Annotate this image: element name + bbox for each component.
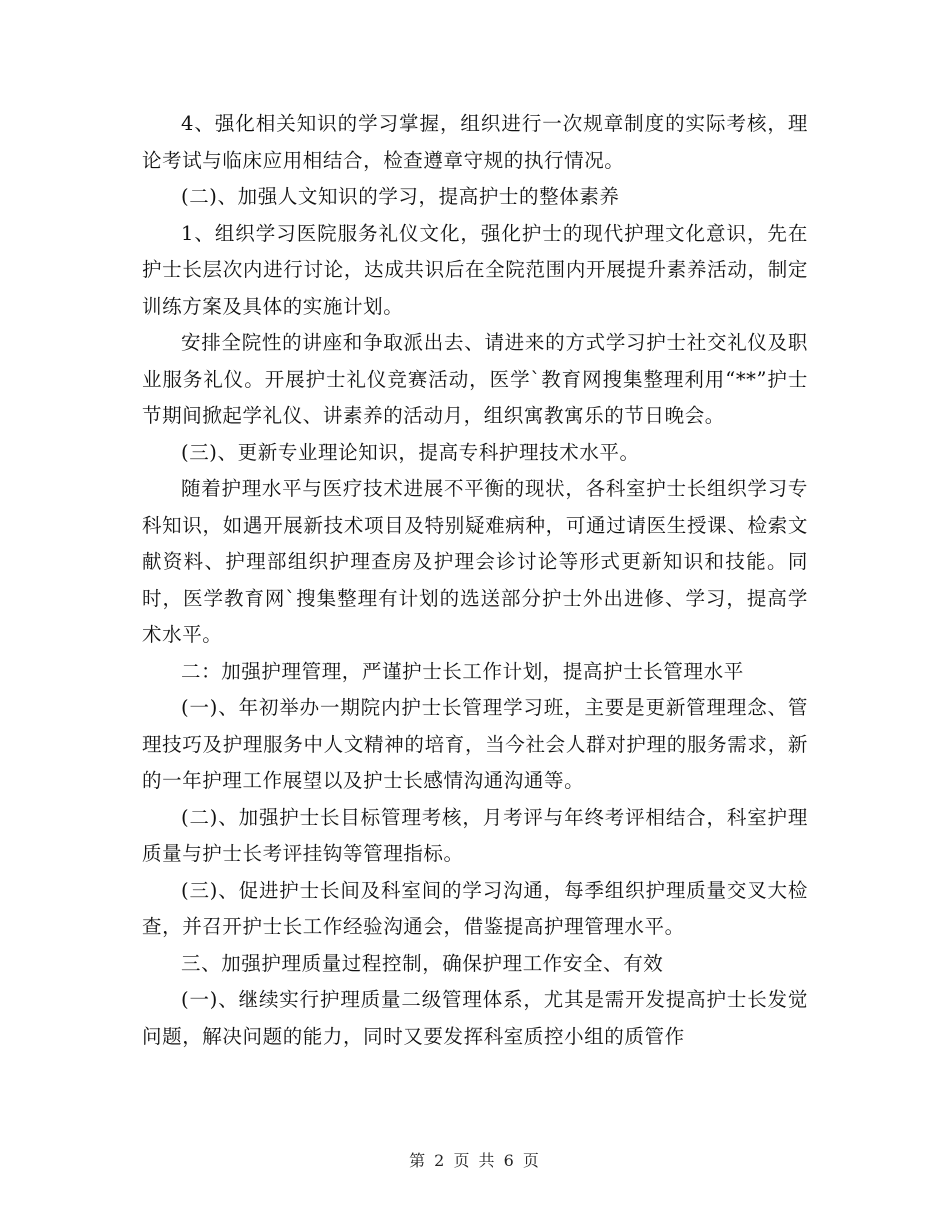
- paragraph-6: 随着护理水平与医疗技术进展不平衡的现状，各科室护士长组织学习专科知识，如遇开展新技术项目及特别疑难病种，可通过请医生授课、检索文献资料、护理部组织护理查房及护理会诊讨论等形式更新知识和技能。同时，医学教育网`搜集整理有计划的选送部分护士外出进修、学习，提高学术水平。: [142, 477, 808, 646]
- paragraph-10: (三)、促进护士长间及科室间的学习沟通，每季组织护理质量交叉大检查，并召开护士长工作经验沟通会，借鉴提高护理管理水平。: [142, 878, 808, 938]
- paragraph-12: (一)、继续实行护理质量二级管理体系，尤其是需开发提高护士长发觉问题，解决问题的能力，同时又要发挥科室质控小组的质管作: [142, 988, 808, 1048]
- paragraph-4: 安排全院性的讲座和争取派出去、请进来的方式学习护士社交礼仪及职业服务礼仪。开展护士礼仪竞赛活动，医学`教育网搜集整理利用“**”护士节期间掀起学礼仪、讲素养的活动月，组织寓教寓乐的节日晚会。: [142, 331, 808, 427]
- paragraph-5: (三)、更新专业理论知识，提高专科护理技术水平。: [181, 440, 640, 464]
- paragraph-2: (二)、加强人文知识的学习，提高护士的整体素养: [181, 185, 620, 208]
- document-body: [142, 106, 808, 1055]
- paragraph-9: (二)、加强护士长目标管理考核，月考评与年终考评相结合，科室护理质量与护士长考评挂钩等管理指标。: [142, 805, 808, 865]
- paragraph-8: (一)、年初举办一期院内护士长管理学习班，主要是更新管理理念、管理技巧及护理服务中人文精神的培育，当今社会人群对护理的服务需求，新的一年护理工作展望以及护士长感情沟通沟通等。: [142, 696, 808, 792]
- paragraph-1: 4、强化相关知识的学习掌握，组织进行一次规章制度的实际考核，理论考试与临床应用相结合，检查遵章守规的执行情况。: [142, 112, 808, 172]
- page-footer: 第 2 页 共 6 页: [409, 1151, 541, 1170]
- paragraph-7: 二：加强护理管理，严谨护士长工作计划，提高护士长管理水平: [181, 659, 744, 683]
- paragraph-11: 三、加强护理质量过程控制，确保护理工作安全、有效: [181, 951, 664, 975]
- paragraph-3: 1、组织学习医院服务礼仪文化，强化护士的现代护理文化意识，先在护士长层次内进行讨论，达成共识后在全院范围内开展提升素养活动，制定训练方案及具体的实施计划。: [142, 221, 808, 318]
